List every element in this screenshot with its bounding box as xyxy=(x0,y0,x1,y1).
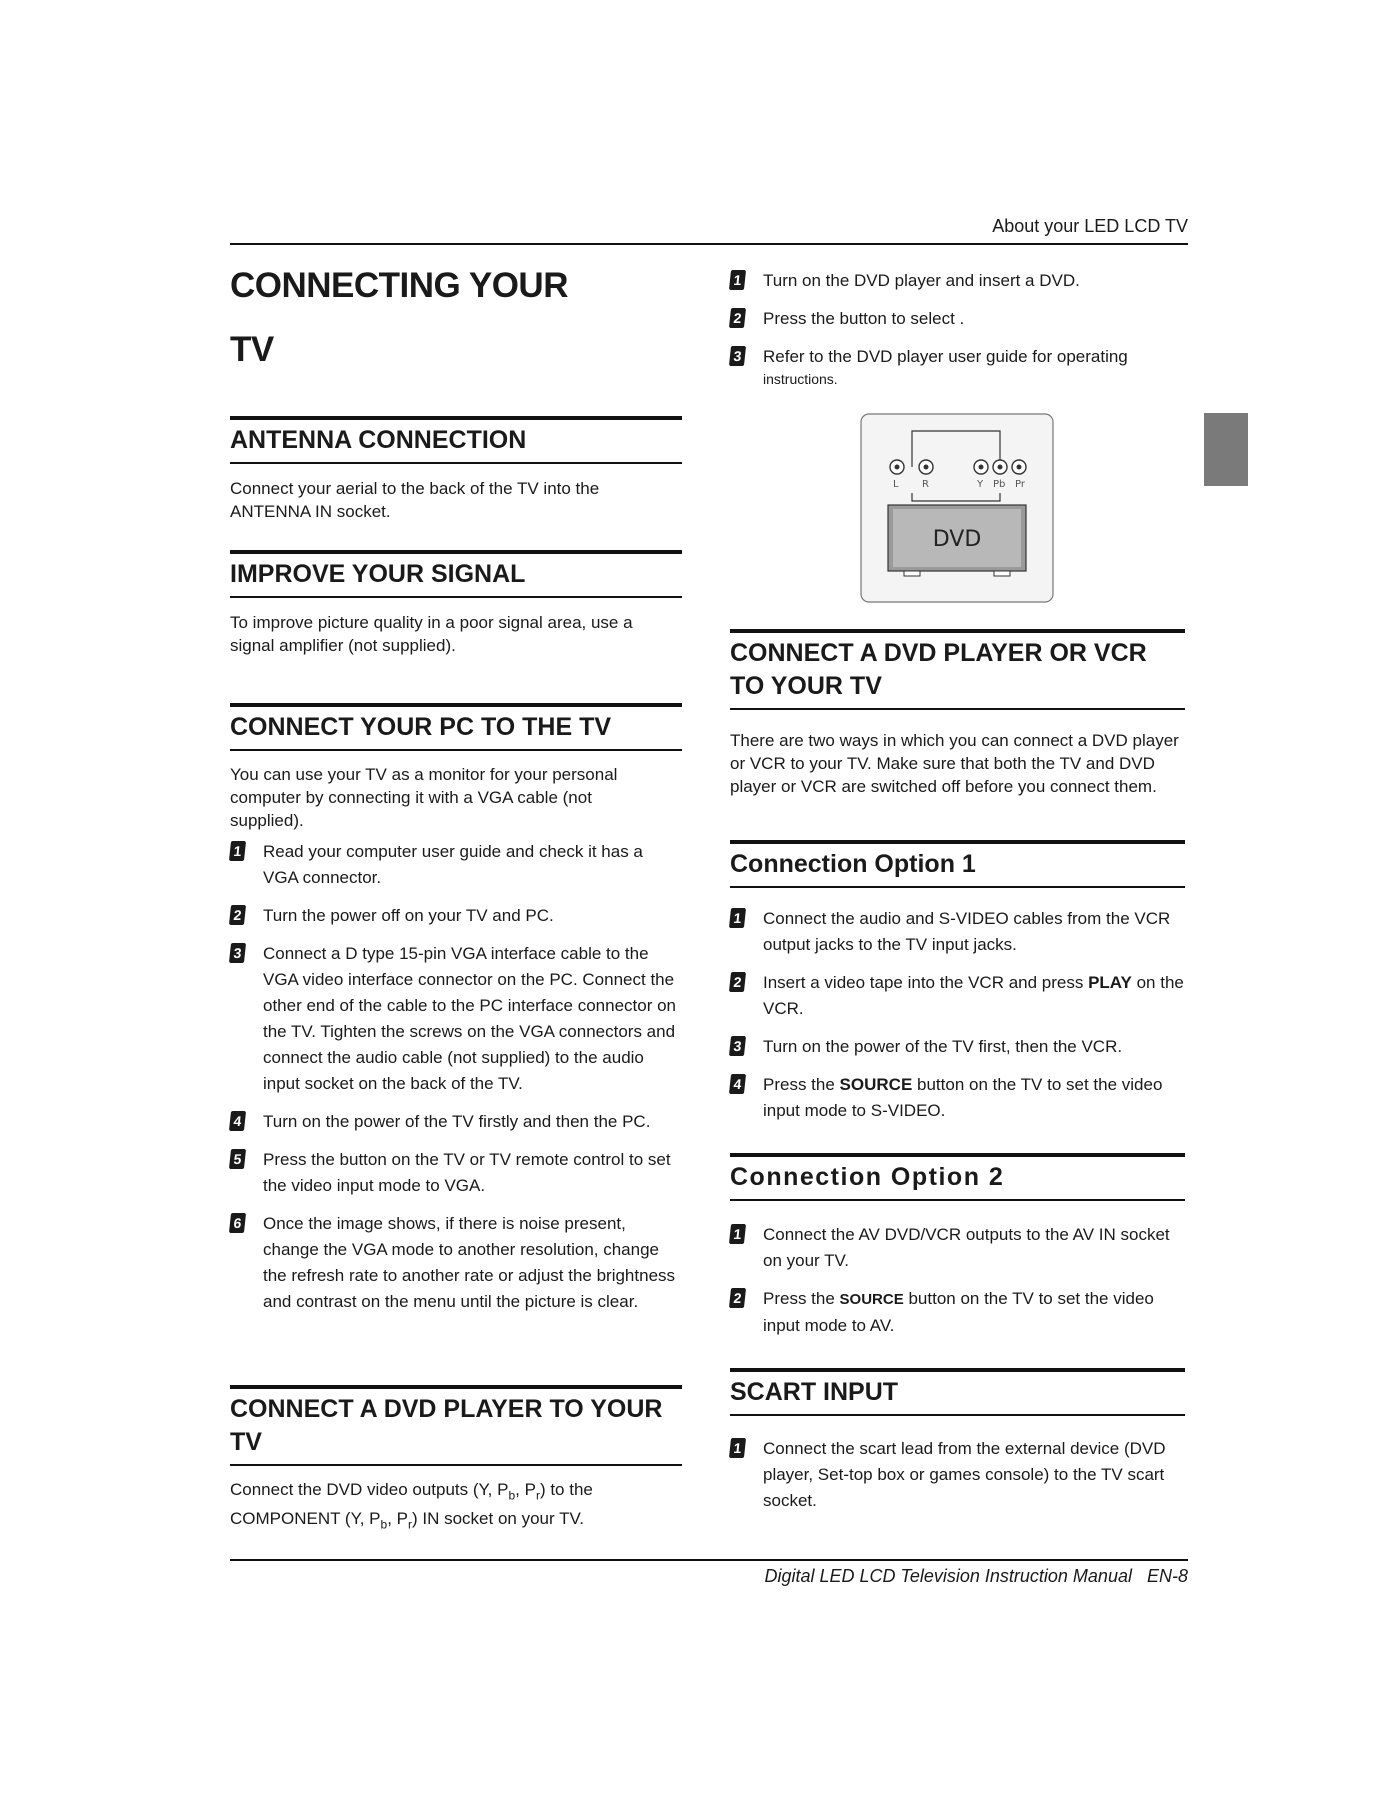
list-item xyxy=(230,1211,682,1315)
step-number: 3 xyxy=(729,1036,746,1056)
step-text: Press the button on the TV or TV remote control to set the video input mode to VGA. xyxy=(263,1150,671,1195)
list-item xyxy=(730,344,1185,388)
step-number: 6 xyxy=(229,1213,246,1233)
list-item xyxy=(730,1436,1185,1514)
signal-body: To improve picture quality in a poor signal area, use a signal amplifier (not supplied). xyxy=(230,613,633,655)
option1-steps xyxy=(730,906,1185,1124)
header-rule xyxy=(230,243,1188,245)
list-item: 2 Insert a video tape into the VCR and press PLAY on the VCR. xyxy=(730,970,1185,1022)
step-number: 1 xyxy=(729,1438,746,1458)
scart-steps xyxy=(730,1436,1185,1514)
jack-pr-icon xyxy=(1012,460,1026,474)
step-number: 3 xyxy=(729,346,746,366)
pc-steps xyxy=(230,839,682,1315)
step-text: Turn on the power of the TV first, then the VCR. xyxy=(763,1037,1123,1056)
list-item xyxy=(730,906,1185,958)
step-note: instructions. xyxy=(763,371,838,387)
step-number: 4 xyxy=(729,1074,746,1094)
page-number: EN-8 xyxy=(1146,1566,1188,1586)
step-number: 3 xyxy=(229,943,246,963)
step-number: 1 xyxy=(729,1224,746,1244)
step-text: Connect the audio and S-VIDEO cables from the VCR output jacks to the TV input jacks. xyxy=(763,909,1171,954)
jack-y-icon xyxy=(974,460,988,474)
dvd-vcr-body: There are two ways in which you can connect a DVD player or VCR to your TV. Make sure that both the TV and DVD player or VCR are switched off before you connect them. xyxy=(730,731,1179,796)
step-text: Read your computer user guide and check it has a VGA connector. xyxy=(263,842,643,887)
dvd-vcr-heading: CONNECT A DVD PLAYER OR VCR TO YOUR TV xyxy=(730,629,1185,710)
dvd-body: Connect the DVD video outputs (Y, $P_b$, $P_r$) to the COMPONENT (Y, $P_b$, $P_r$) IN socket on your TV. xyxy=(230,1480,593,1532)
jack-r-icon xyxy=(919,460,933,474)
list-item xyxy=(230,839,682,891)
jack-label: Y xyxy=(977,479,984,490)
dvd-heading: CONNECT A DVD PLAYER TO YOUR TV xyxy=(230,1385,682,1466)
device-foot xyxy=(904,571,920,576)
step-text: Connect the scart lead from the external device (DVD player, Set-top box or games console) to the TV scart socket. xyxy=(763,1439,1166,1510)
page-title-line2: TV xyxy=(230,330,274,369)
step-number: 1 xyxy=(229,841,246,861)
step-number: 5 xyxy=(229,1149,246,1169)
step-text: Turn on the power of the TV firstly and then the PC. xyxy=(263,1112,651,1131)
step-text: Connect a D type 15-pin VGA interface cable to the VGA video interface connector on the PC. Connect the other end of the cable to the PC interface connector on the TV. Tighten the screws on the VGA connectors and connect the audio cable (not supplied) to the audio input socket on the back of the TV. xyxy=(263,944,676,1093)
step-text: Turn the power off on your TV and PC. xyxy=(263,906,554,925)
step-number: 4 xyxy=(229,1111,246,1131)
running-head: About your LED LCD TV xyxy=(992,216,1188,236)
step-text: Press the button to select . xyxy=(763,309,965,328)
list-item xyxy=(230,1109,682,1135)
jack-label: Pr xyxy=(1015,479,1025,490)
chapter-tab xyxy=(1204,413,1248,486)
jack-label: Pb xyxy=(993,479,1006,490)
list-item xyxy=(230,1147,682,1199)
jack-label: L xyxy=(893,479,899,490)
option2-heading: Connection Option 2 xyxy=(730,1153,1185,1201)
footer-rule xyxy=(230,1559,1188,1561)
footer xyxy=(230,1566,1188,1587)
pc-body: You can use your TV as a monitor for your personal computer by connecting it with a VGA cable (not supplied). xyxy=(230,765,618,830)
list-item xyxy=(230,941,682,1097)
list-item: 4 Press the SOURCE button on the TV to set the video input mode to S-VIDEO. xyxy=(730,1072,1185,1124)
step-number: 2 xyxy=(729,1288,746,1308)
dvd-connection-diagram xyxy=(860,413,1054,603)
option2-steps xyxy=(730,1222,1185,1339)
device-foot xyxy=(994,571,1010,576)
list-item xyxy=(730,306,1185,332)
list-item: 2 Press the SOURCE button on the TV to set the video input mode to AV. xyxy=(730,1286,1185,1339)
signal-heading: IMPROVE YOUR SIGNAL xyxy=(230,550,682,598)
antenna-heading: ANTENNA CONNECTION xyxy=(230,416,682,464)
pc-heading: CONNECT YOUR PC TO THE TV xyxy=(230,703,682,751)
dvd-steps xyxy=(730,268,1185,388)
step-number: 2 xyxy=(229,905,246,925)
jack-label: R xyxy=(922,479,929,490)
step-text: Connect the AV DVD/VCR outputs to the AV IN socket on your TV. xyxy=(763,1225,1170,1270)
antenna-body: Connect your aerial to the back of the TV into the ANTENNA IN socket. xyxy=(230,479,600,521)
step-number: 2 xyxy=(729,972,746,992)
step-number: 1 xyxy=(729,270,746,290)
option1-heading: Connection Option 1 xyxy=(730,840,1185,888)
scart-heading: SCART INPUT xyxy=(730,1368,1185,1416)
list-item xyxy=(730,268,1185,294)
step-number: 2 xyxy=(729,308,746,328)
step-text: Refer to the DVD player user guide for operating xyxy=(763,347,1128,366)
list-item xyxy=(730,1034,1185,1060)
list-item xyxy=(730,1222,1185,1274)
step-number: 1 xyxy=(729,908,746,928)
page-title-line1: CONNECTING YOUR xyxy=(230,266,568,305)
dvd-label: DVD xyxy=(932,527,982,552)
step-text: Turn on the DVD player and insert a DVD. xyxy=(763,271,1080,290)
step-text: Once the image shows, if there is noise present, change the VGA mode to another resolution, change the refresh rate to another rate or adjust the brightness and contrast on the menu until the picture is clear. xyxy=(263,1214,676,1311)
list-item xyxy=(230,903,682,929)
jack-pb-icon xyxy=(993,460,1007,474)
jack-l-icon xyxy=(890,460,904,474)
manual-title: Digital LED LCD Television Instruction Manual xyxy=(764,1566,1132,1586)
